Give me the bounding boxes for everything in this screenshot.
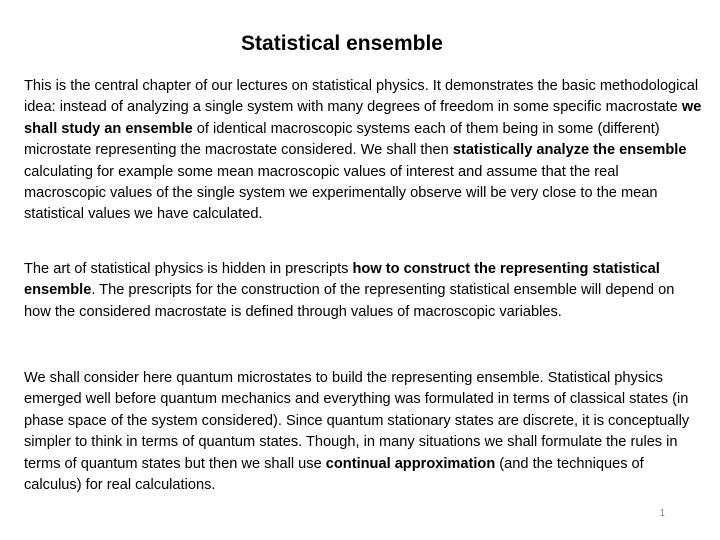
text-segment: We shall consider here quantum microstates to build the representing ensemble. Statistical physics emerged well before quantum mechanics and everything was formulated in terms of classical states (in phase space of the system considered). Since quantum stationary states are discrete, it is conceptually simpler to think in terms of quantum states. Though, in many situations we shall formulate the rules in terms of quantum states but then we shall use	[24, 370, 690, 472]
emphasis-analyze: statistically analyze the ensemble	[452, 142, 687, 159]
paragraph-intro	[24, 76, 704, 226]
text-segment: . The prescripts for the construction of the representing statistical ensemble will depend on how the considered macrostate is defined through values of macroscopic variables.	[24, 282, 675, 320]
text-segment: (and the techniques of calculus) for real calculations.	[24, 455, 644, 494]
text-segment: of identical macroscopic systems each of them being in some (different) microstate representing the macrostate considered. We shall then	[24, 120, 660, 159]
paragraph-prescripts	[24, 259, 704, 323]
text-segment: The art of statistical physics is hidden in prescripts	[24, 261, 353, 277]
paragraph-quantum	[24, 368, 704, 496]
text-segment: calculating for example some mean macroscopic values of interest and assume that the real macroscopic values of the single system we experimentally observe will be very close to the mean statistical values we have calculated.	[24, 163, 658, 223]
emphasis-continual: continual approximation	[325, 455, 496, 472]
emphasis-construct: how to construct the representing statistical ensemble	[24, 261, 660, 299]
slide-number: 1	[659, 508, 665, 519]
emphasis-ensemble: we shall study an ensemble	[24, 99, 702, 137]
slide-title: Statistical ensemble	[241, 32, 443, 55]
text-segment: This is the central chapter of our lectures on statistical physics. It demonstrates the basic methodological idea: instead of analyzing a single system with many degrees of freedom in some specific macrostate	[24, 78, 699, 116]
